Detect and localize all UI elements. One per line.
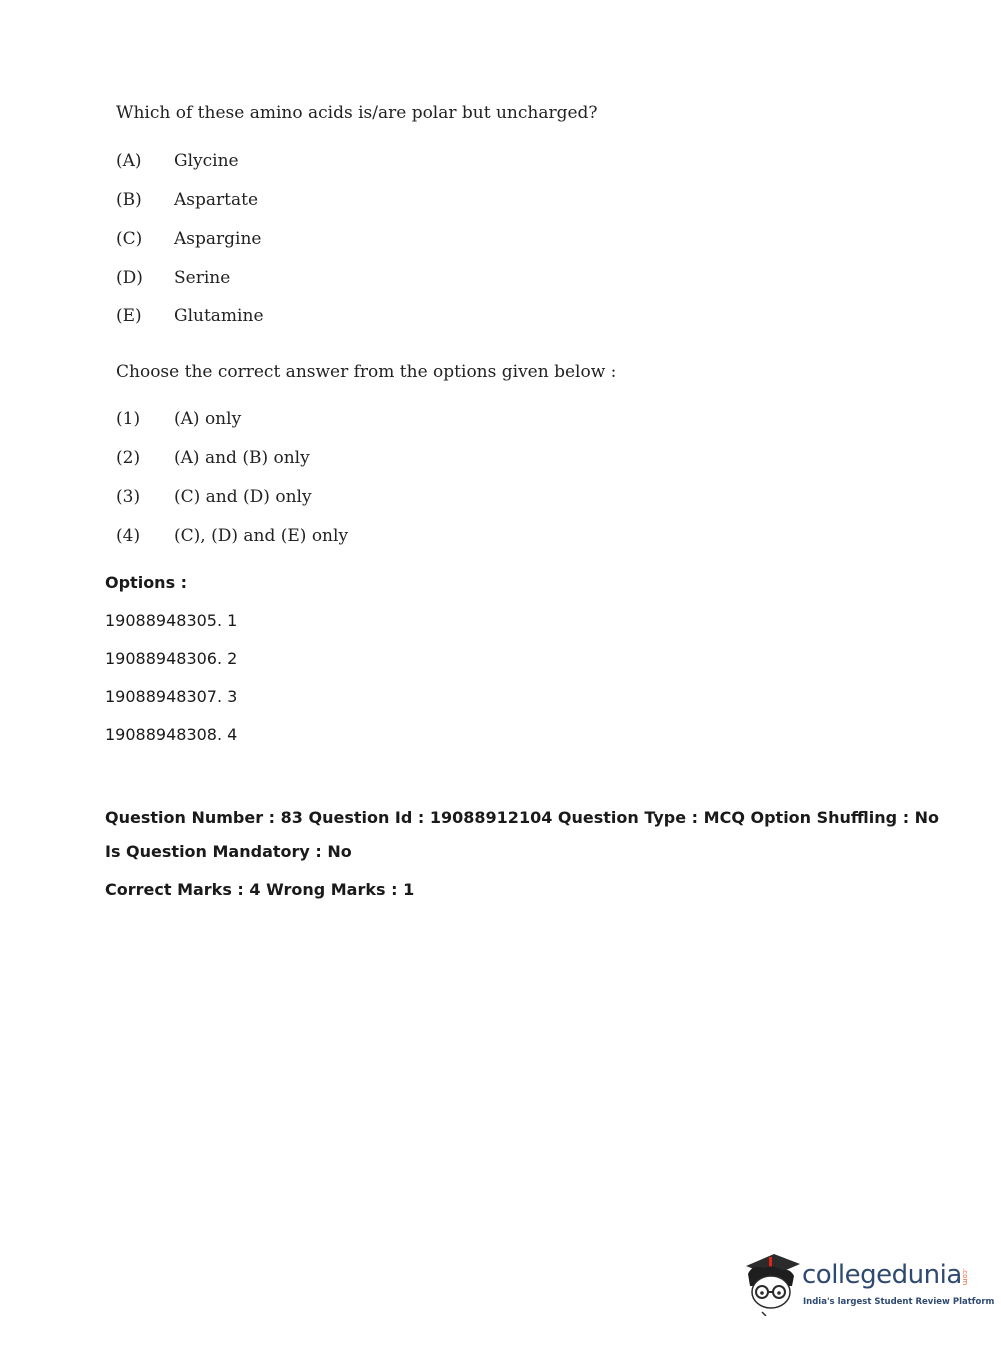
- mandatory-meta: Is Question Mandatory : No: [105, 842, 352, 861]
- choice-text: (A) only: [174, 409, 242, 429]
- question-meta: Question Number : 83 Question Id : 19088912104 Question Type : MCQ Option Shuffling : No: [105, 808, 940, 827]
- option-line: 19088948306. 2: [105, 649, 238, 668]
- option-line: 19088948307. 3: [105, 687, 238, 706]
- option-line: 19088948308. 4: [105, 725, 238, 744]
- item-label: (C): [116, 229, 143, 249]
- item-row: [116, 268, 230, 288]
- choice-row: [116, 448, 310, 468]
- choice-text: (A) and (B) only: [174, 448, 310, 468]
- item-label: (B): [116, 190, 142, 210]
- marks-meta: Correct Marks : 4 Wrong Marks : 1: [105, 880, 415, 899]
- options-heading: Options :: [105, 573, 188, 592]
- item-row: [116, 151, 239, 171]
- choice-label: (1): [116, 409, 141, 429]
- item-label: (D): [116, 268, 143, 288]
- question-text: Which of these amino acids is/are polar but uncharged?: [116, 103, 598, 123]
- item-text: Glutamine: [174, 306, 264, 326]
- item-label: (E): [116, 306, 142, 326]
- item-text: Aspartate: [174, 190, 259, 210]
- logo-com: .com: [961, 1268, 969, 1286]
- item-row: [116, 190, 258, 210]
- item-text: Aspargine: [174, 229, 262, 249]
- logo-name: collegedunia: [802, 1260, 962, 1290]
- logo-tagline: India's largest Student Review Platform: [803, 1297, 995, 1307]
- choice-label: (4): [116, 526, 141, 546]
- choice-label: (3): [116, 487, 141, 507]
- instruction-text: Choose the correct answer from the options given below :: [116, 362, 617, 382]
- item-row: [116, 306, 264, 326]
- item-text: Glycine: [174, 151, 239, 171]
- choice-text: (C), (D) and (E) only: [174, 526, 349, 546]
- choice-text: (C) and (D) only: [174, 487, 312, 507]
- item-row: [116, 229, 261, 249]
- choice-row: [116, 487, 312, 507]
- collegedunia-logo: [742, 1250, 995, 1316]
- option-line: 19088948305. 1: [105, 611, 238, 630]
- choice-label: (2): [116, 448, 141, 468]
- choice-row: [116, 409, 241, 429]
- choice-row: [116, 526, 348, 546]
- mascot-icon: [742, 1250, 802, 1316]
- item-text: Serine: [174, 268, 231, 288]
- item-label: (A): [116, 151, 142, 171]
